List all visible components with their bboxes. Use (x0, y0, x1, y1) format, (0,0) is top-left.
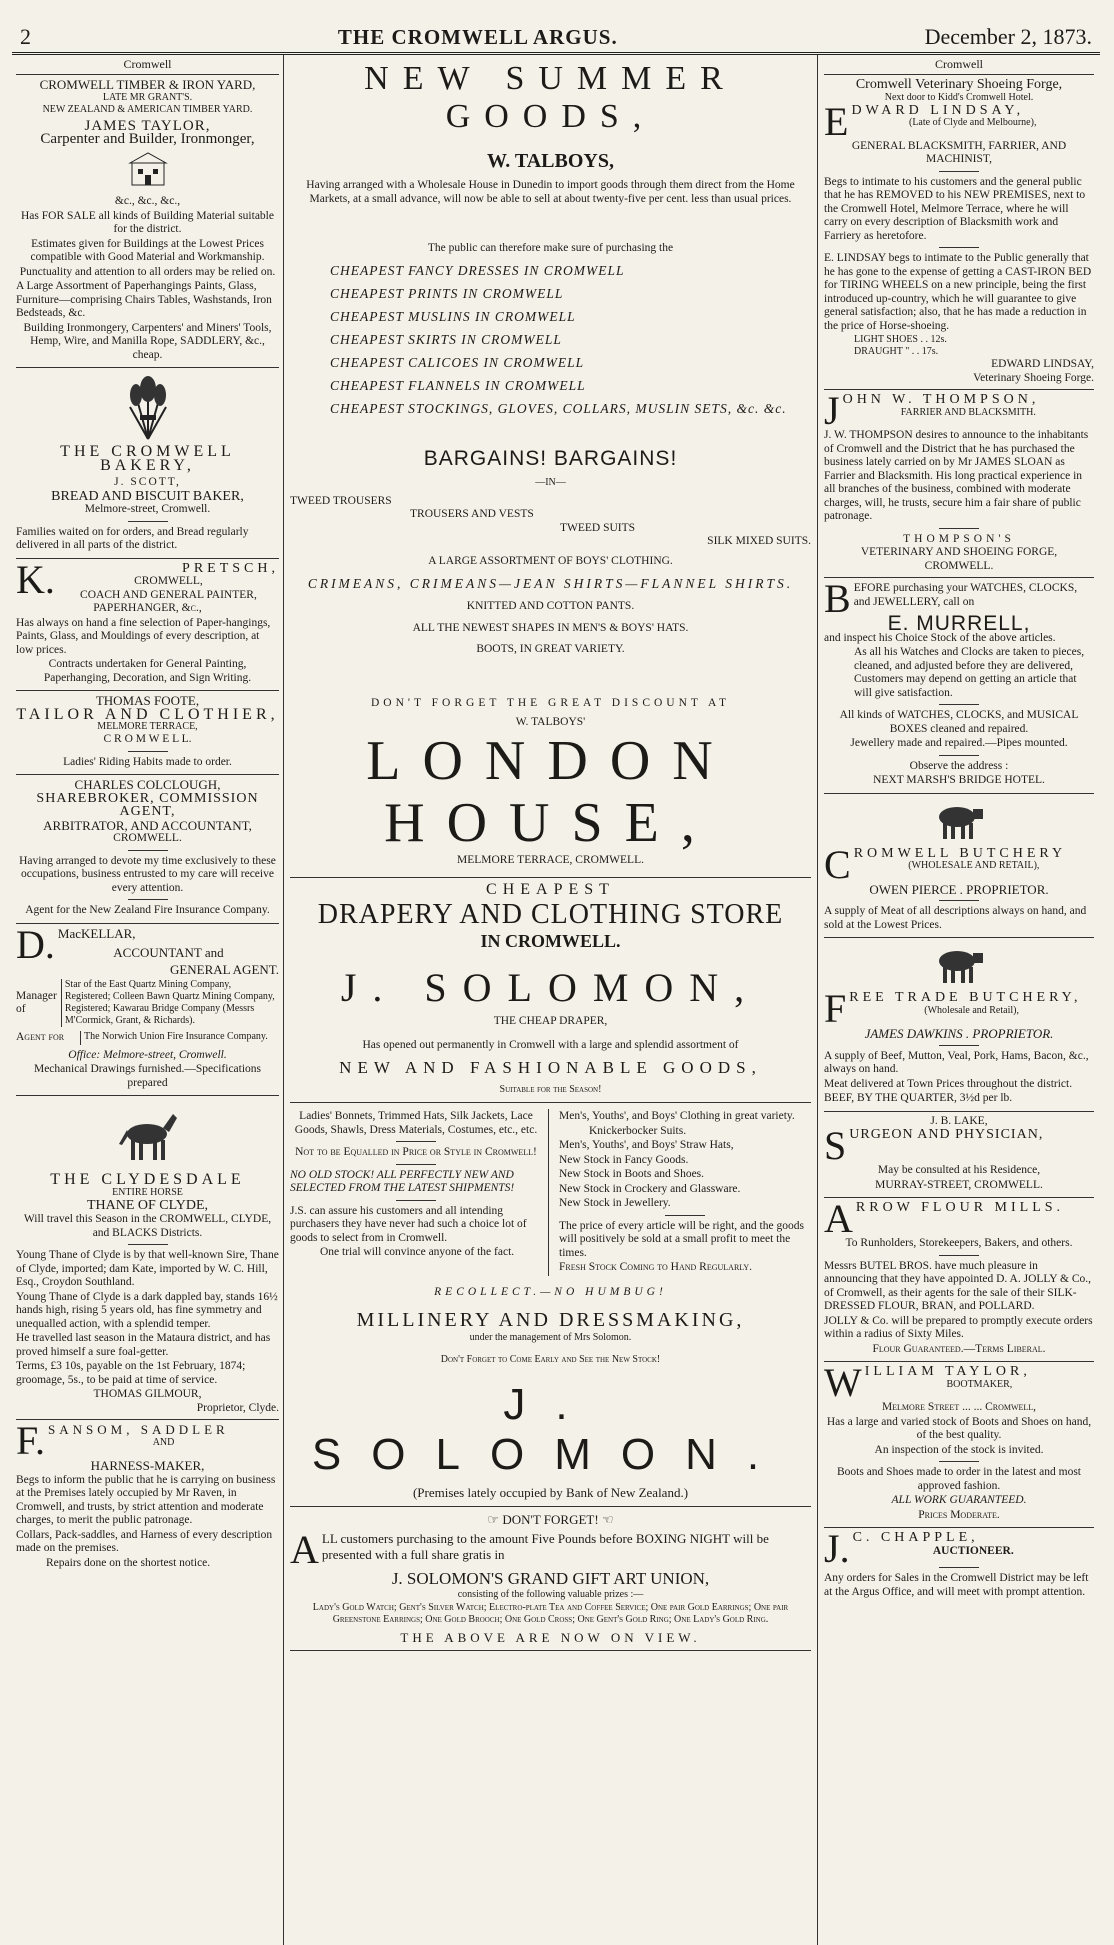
ad-town: CROMWELL. (113, 832, 182, 844)
masthead (12, 22, 1100, 55)
ad-text: Having arranged to devote my time exclusively to these occupations, business entrusted to my care will receive every attention. (19, 854, 276, 894)
ad-text: Star of the East Quartz Mining Company, Registered; Colleen Bawn Quartz Mining Company, Registered; Kawarau Bridge Company (Messrs M'Cormick, Grant, & Richards). (61, 979, 279, 1027)
ad-arrow-mills (824, 1198, 1094, 1362)
ad-text: A supply of Beef, Mutton, Veal, Pork, Hams, Bacon, &c., always on hand. (824, 1049, 1089, 1075)
ad-text: (Premises lately occupied by Bank of New Zealand.) (412, 1485, 689, 1500)
ad-text: An inspection of the stock is invited. (874, 1443, 1044, 1456)
ad-item: A LARGE ASSORTMENT OF BOYS' CLOTHING. (428, 554, 673, 567)
ad-item: ALL THE NEWEST SHAPES IN MEN'S & BOYS' HATS. (412, 621, 689, 634)
ad-text: Begs to inform the public that he is carrying on business at the Premises lately occupied by Mr Raven, in Cromwell, and trusts, by strict attention and moderate charges, to merit the public patronage. (16, 1473, 276, 1526)
dont-forget-line (290, 1513, 811, 1527)
ad-text: All kinds of WATCHES, CLOCKS, and MUSICAL BOXES cleaned and repaired. (839, 709, 1079, 735)
list-item: CHEAPEST SKIRTS IN CROMWELL (330, 331, 562, 347)
ad-town: C R O M W E L L. (103, 733, 192, 745)
ad-subtitle: To Runholders, Storekeepers, Bakers, and others. (845, 1237, 1073, 1249)
ad-solomon (290, 878, 811, 1651)
ad-text: Having arranged with a Wholesale House in Dunedin to import goods through them direct from the Home Markets, at a small advance, will now be able to sell at about twenty-five per cent. less than usual prices. (306, 179, 795, 205)
ad-trade: TAILOR AND CLOTHIER, (16, 705, 279, 723)
drop-initial: B (824, 576, 851, 621)
ad-text: Estimates given for Buildings at the Lowest Prices compatible with Good Material and Workmanship. (30, 237, 265, 263)
ad-name: OHN W. THOMPSON, (842, 392, 1040, 407)
ad-title: Cromwell Veterinary Shoeing Forge, (855, 77, 1063, 92)
ad-item: TWEED TROUSERS (290, 494, 392, 507)
ad-name: THOMAS FOOTE, (95, 693, 200, 708)
ad-headline: NEW AND FASHIONABLE GOODS, (339, 1058, 762, 1077)
ad-clydesdale (16, 1096, 279, 1420)
ad-lake (824, 1112, 1094, 1199)
ad-text: under the management of Mrs Solomon. (469, 1332, 632, 1343)
drop-initial: C (824, 841, 851, 887)
ad-text: Repairs done on the shortest notice. (46, 1556, 211, 1569)
ad-text: Lady's Gold Watch; Gent's Silver Watch; Electro-plate Tea and Coffee Service; One pair Gold Earrings; One pair Greenstone Earrings; One Gold Brooch; One Gold Cross; One Gent's Gold Ring; One Lady's Gold Ring. (312, 1602, 789, 1625)
ad-signature: Veterinary Shoeing Forge. (973, 371, 1094, 384)
ad-in: —IN— (535, 476, 566, 488)
ad-mackellar (16, 921, 279, 1097)
ad-text: NEXT MARSH'S BRIDGE HOTEL. (873, 774, 1045, 786)
ad-name: JAMES TAYLOR, (84, 117, 211, 134)
ad-text: One trial will convince anyone of the fact. (320, 1246, 515, 1258)
ad-text: Young Thane of Clyde is by that well-known Sire, Thane of Clyde, imported; dam Kate, imported by W. C. Hill, Esq., Croydon Southland. (16, 1249, 279, 1288)
ad-merchant: J. SOLOMON. (311, 1380, 790, 1479)
ad-text: Jewellery made and repaired.—Pipes mounted. (850, 737, 1068, 749)
ad-title: THE CROMWELL BAKERY, (60, 443, 235, 474)
ad-text: Terms, £3 10s, payable on the 1st February, 1874; groomage, 5s., to be paid at time of service. (16, 1360, 246, 1386)
ad-name: ILLIAM TAYLOR, (864, 1364, 1031, 1379)
ad-subtitle: THE CHEAP DRAPER, (493, 1015, 608, 1027)
drop-initial: K. (16, 556, 55, 602)
ad-text: THE ABOVE ARE NOW ON VIEW. (400, 1630, 701, 1645)
ad-talboys (290, 55, 811, 878)
drop-initial: F (824, 986, 847, 1031)
ad-thompson (824, 390, 1094, 578)
ad-title: CROMWELL TIMBER & IRON YARD, (39, 77, 256, 92)
ad-text: CROMWELL. (924, 559, 994, 572)
ad-text: New Stock in Fancy Goods. (559, 1153, 689, 1166)
ad-text: The Norwich Union Fire Insurance Company. (80, 1031, 268, 1045)
ad-text: Will travel this Season in the CROMWELL, CLYDE, and BLACKS Districts. (23, 1213, 272, 1239)
ad-text: May be consulted at his Residence, (877, 1164, 1041, 1176)
ad-text: As all his Watches and Clocks are taken to pieces, cleaned, and adjusted before they are delivered, Customers may depend on getting an article that will give satisfaction. (854, 646, 1085, 699)
ad-text: Has FOR SALE all kinds of Building Material suitable for the district. (21, 209, 274, 235)
ad-text: Contracts undertaken for General Painting, Paperhanging, Decoration, and Sign Writing. (43, 658, 252, 684)
ad-subtitle: NEW ZEALAND & AMERICAN TIMBER YARD. (42, 103, 253, 115)
ad-headline: DRAPERY AND CLOTHING STORE (317, 899, 784, 930)
ad-subtitle: LATE MR GRANT'S. (102, 91, 193, 103)
ad-subtitle: (WHOLESALE AND RETAIL), (908, 860, 1040, 871)
ad-text: Building Ironmongery, Carpenters' and Miners' Tools, Hemp, Wire, and Manilla Rope, SADDLERY, &c., cheap. (23, 321, 272, 361)
ad-text: Prices Moderate. (918, 1508, 1000, 1521)
ad-cheapest: CHEAPEST (486, 881, 615, 898)
list-item: CHEAPEST CALICOES IN CROMWELL (330, 354, 585, 370)
horse-illustration (16, 1099, 279, 1173)
ad-trade: ACCOUNTANT and (113, 945, 224, 960)
ad-text: consisting of the following valuable prizes :— (457, 1589, 644, 1600)
ad-text: and inspect his Choice Stock of the above articles. (824, 631, 1056, 644)
ad-text: Begs to intimate to his customers and the general public that he has REMOVED to his NEW PREMISES, next to the Cromwell Hotel, Melmore Terrace, where he will carry on every description of Blacksmith work and Farriery as heretofore. (824, 175, 1086, 242)
ad-text: Has always on hand a fine selection of Paper-hangings, Paints, Glass, and Mouldings of every description, at low prices. (16, 616, 271, 656)
column-right (818, 55, 1100, 1945)
ad-text: J. W. THOMPSON desires to announce to the inhabitants of Cromwell and the District that he has purchased the business lately carried on by Mr JAMES SLOAN as Farrier and Blacksmith. His long practical experience in all branches of the business, combined with moderate charges, will, he trusts, secure him a fair share of public patronage. (824, 429, 1089, 522)
ad-text: Knickerbocker Suits. (589, 1124, 687, 1137)
ad-signature: Proprietor, Clyde. (196, 1401, 279, 1414)
ad-text: Observe the address : (909, 759, 1009, 772)
ad-text: Ladies' Riding Habits made to order. (63, 755, 232, 768)
ad-text: LL customers purchasing to the amount Five Pounds before BOXING NIGHT will be presented with a full share gratis in (321, 1531, 769, 1562)
ad-trade: AUCTIONEER. (932, 1544, 1014, 1557)
ad-pretsch (16, 556, 279, 692)
ad-text: Collars, Pack-saddles, and Harness of every description made on the premises. (16, 1528, 273, 1554)
label-agent: Agent for (16, 1031, 65, 1043)
london-house-heading: LONDON HOUSE, (366, 729, 735, 854)
bargains-heading: BARGAINS! BARGAINS! (423, 446, 678, 470)
ad-text: Not to be Equalled in Price or Style in Cromwell! (295, 1146, 537, 1158)
ad-name: REE TRADE BUTCHERY, (849, 990, 1082, 1005)
label-manager: Manager of (16, 989, 57, 1015)
ad-foote (16, 691, 279, 775)
ad-subtitle: Next door to Kidd's Cromwell Hotel. (884, 91, 1034, 103)
list-item: CHEAPEST FLANNELS IN CROMWELL (330, 377, 586, 393)
newspaper-title: THE CROMWELL ARGUS. (337, 25, 618, 49)
ad-murrell (824, 578, 1094, 794)
ad-name: J. SCOTT, (114, 476, 181, 488)
drop-initial: E (824, 98, 849, 144)
ad-item: CRIMEANS, CRIMEANS—JEAN SHIRTS—FLANNEL SHIRTS. (307, 576, 794, 591)
column-header: Cromwell (16, 55, 279, 75)
drop-initial: S (824, 1123, 847, 1168)
page-number: 2 (20, 24, 31, 49)
ad-headline: J. SOLOMON'S GRAND GIFT ART UNION, (391, 1569, 710, 1588)
drop-initial: D. (16, 921, 55, 967)
ad-name: J. B. LAKE, (930, 1114, 988, 1127)
ad-merchant: W. TALBOYS, (487, 150, 614, 172)
ad-address: MELMORE TERRACE, (97, 721, 198, 732)
ad-title: THE CLYDESDALE (50, 1171, 245, 1188)
ad-text: Suitable for the Season! (499, 1084, 602, 1095)
ad-name: PRETSCH, (182, 560, 279, 576)
ad-text: NO OLD STOCK! ALL PERFECTLY NEW AND SELECTED FROM THE LATEST SHIPMENTS! (290, 1168, 515, 1194)
ad-text: New Stock in Crockery and Glassware. (559, 1182, 741, 1195)
drop-initial: J. (824, 1526, 850, 1571)
ad-text: Punctuality and attention to all orders may be relied on. (19, 265, 276, 278)
ad-name: C. CHAPPLE, (852, 1530, 979, 1545)
ad-trade: HARNESS-MAKER, (90, 1458, 205, 1473)
ad-text: Has a large and varied stock of Boots and Shoes on hand, of the best quality. (826, 1415, 1092, 1441)
ad-text: New Stock in Boots and Shoes. (559, 1168, 705, 1180)
ad-text: He travelled last season in the Mataura district, and has proved himself a sure foal-getter. (16, 1332, 271, 1358)
cow-illustration (824, 941, 1094, 991)
ad-and: AND (152, 1436, 175, 1448)
ad-name: SANSOM, SADDLER (48, 1422, 229, 1437)
ad-text: VETERINARY AND SHOEING FORGE, (860, 546, 1058, 558)
ad-cromwell-butchery (824, 794, 1094, 939)
ad-text: Men's, Youths', and Boys' Straw Hats, (559, 1139, 734, 1151)
ad-office: Office: Melmore-street, Cromwell. (68, 1048, 227, 1061)
ad-owner: JAMES DAWKINS . PROPRIETOR. (864, 1026, 1054, 1041)
ad-text: Men's, Youths', and Boys' Clothing in great variety. (559, 1110, 795, 1122)
ad-text: (Late of Clyde and Melbourne), (908, 117, 1037, 128)
ad-town: CROMWELL, (134, 575, 203, 587)
ad-text: The price of every article will be right, and the goods will positively be sold at a small profit to meet the times. (559, 1219, 804, 1259)
ad-item: TWEED SUITS (560, 521, 636, 534)
ad-owner: OWEN PIERCE . PROPRIETOR. (869, 881, 1049, 897)
ad-name: MacKELLAR, (57, 925, 136, 941)
drop-initial: J (824, 388, 840, 433)
ad-address: Melmore-street, Cromwell. (84, 503, 211, 515)
pointing-hand-icon: ☞ (487, 1511, 503, 1527)
ad-sansom (16, 1420, 279, 1570)
ad-timber-yard (16, 75, 279, 368)
column-left (12, 55, 284, 1945)
ad-text: New Stock in Jewellery. (559, 1197, 671, 1209)
drop-initial: A (290, 1527, 319, 1572)
ad-recollect: RECOLLECT.—NO HUMBUG! (434, 1285, 667, 1298)
ad-subheadline: IN CROMWELL. (480, 931, 621, 951)
ad-item: SILK MIXED SUITS. (707, 535, 811, 547)
ad-name: E. MURRELL, (887, 612, 1031, 635)
column-header: Cromwell (824, 55, 1094, 75)
building-illustration (16, 151, 279, 192)
ad-text: Young Thane of Clyde is a dark dappled bay, stands 16½ hands high, rising 5 years old, has fine symmetry and unequalled action, with a splendid temper. (16, 1290, 278, 1330)
ad-signature: EDWARD LINDSAY, (991, 358, 1094, 370)
list-item: CHEAPEST PRINTS IN CROMWELL (330, 285, 564, 301)
ad-trade: SHAREBROKER, COMMISSION AGENT, (36, 790, 259, 819)
list-item: CHEAPEST FANCY DRESSES IN CROMWELL (330, 262, 625, 278)
ad-text: Families waited on for orders, and Bread regularly delivered in all parts of the district. (16, 525, 249, 551)
ad-trade: COACH AND GENERAL PAINTER, PAPERHANGER, &c., (80, 588, 257, 614)
ad-text: BEEF, BY THE QUARTER, 3½d per lb. (824, 1092, 1013, 1104)
ad-trade: Carpenter and Builder, Ironmonger, (40, 131, 255, 147)
ad-text: Flour Guaranteed.—Terms Liberal. (872, 1342, 1046, 1355)
ad-subtitle: (Wholesale and Retail), (924, 1004, 1019, 1016)
ad-text: Boots and Shoes made to order in the latest and most approved fashion. (836, 1466, 1081, 1492)
ad-text: Meat delivered at Town Prices throughout the district. (824, 1077, 1073, 1090)
ad-name: THANE OF CLYDE, (86, 1197, 209, 1213)
ad-text: Any orders for Sales in the Cromwell District may be left at the Argus Office, and will meet with prompt attention. (824, 1572, 1089, 1598)
ad-trade: GENERAL AGENT. (169, 961, 279, 977)
ad-text: A supply of Meat of all descriptions always on hand, and sold at the Lowest Prices. (824, 905, 1087, 931)
drop-initial: A (824, 1196, 853, 1241)
ad-headline: NEW SUMMER GOODS, (364, 60, 737, 135)
ad-etc: &c., &c., &c., (114, 195, 181, 207)
ad-discount: DON'T FORGET THE GREAT DISCOUNT AT (370, 696, 731, 709)
ad-text: Has opened out permanently in Cromwell with a large and splendid assortment of (362, 1038, 739, 1051)
ad-text: Messrs BUTEL BROS. have much pleasure in announcing that they have appointed D. A. JOLLY & Co., of Cromwell, as their agents for the sale of their SILK-DRESSED FLOUR, BRAN, and POLLARD. (824, 1259, 1092, 1312)
ad-text: Agent for the New Zealand Fire Insurance Company. (25, 904, 270, 916)
ad-lindsay (824, 75, 1094, 390)
ad-trade: BREAD AND BISCUIT BAKER, (51, 488, 244, 504)
price-light-shoes: LIGHT SHOES . . 12s. (854, 334, 947, 345)
ad-text: Mechanical Drawings furnished.—Specifications prepared (33, 1063, 262, 1089)
ad-text: J.S. can assure his customers and all intending purchasers they have never had such a choice lot of goods to select from in Cromwell. (290, 1204, 527, 1244)
ad-name: RROW FLOUR MILLS. (855, 1200, 1065, 1215)
issue-date: December 2, 1873. (924, 24, 1092, 49)
drop-initial: W (824, 1360, 862, 1405)
ad-bakery (16, 368, 279, 559)
ad-item: TROUSERS AND VESTS (410, 508, 534, 520)
ad-merchant: W. TALBOYS' (515, 716, 586, 728)
ad-signature: THOMAS GILMOUR, (93, 1388, 202, 1400)
pointing-hand-icon: ☜ (598, 1511, 614, 1527)
ad-text: The public can therefore make sure of purchasing the (427, 242, 674, 254)
ad-trade: BOOTMAKER, (946, 1378, 1013, 1390)
ad-text: ALL WORK GUARANTEED. (891, 1494, 1027, 1506)
ad-text: THOMPSON'S (903, 532, 1015, 545)
ad-item: BOOTS, IN GREAT VARIETY. (476, 643, 625, 655)
ad-trade: ARBITRATOR, AND ACCOUNTANT, (43, 817, 252, 833)
ad-text: Fresh Stock Coming to Hand Regularly. (559, 1261, 753, 1273)
ad-item: KNITTED AND COTTON PANTS. (466, 600, 635, 612)
ad-name: ROMWELL BUTCHERY (853, 845, 1067, 861)
ad-headline: MILLINERY AND DRESSMAKING, (356, 1309, 745, 1331)
cheapest-list (290, 263, 811, 417)
ad-free-trade-butchery (824, 938, 1094, 1112)
column-center (284, 55, 818, 1945)
drop-initial: F. (16, 1418, 46, 1463)
list-item: CHEAPEST STOCKINGS, GLOVES, COLLARS, MUSLIN SETS, &c. &c. (330, 400, 787, 416)
ad-address: Melmore Street ... ... Cromwell, (881, 1401, 1037, 1413)
ad-name: DWARD LINDSAY, (851, 102, 1025, 118)
ad-trade: FARRIER AND BLACKSMITH. (900, 406, 1036, 418)
bull-illustration (824, 797, 1094, 847)
ad-text: DON'T FORGET! (502, 1511, 599, 1527)
ad-text: EFORE purchasing your WATCHES, CLOCKS, and JEWELLERY, call on (853, 582, 1078, 608)
ad-text: MURRAY-STREET, CROMWELL. (875, 1178, 1043, 1191)
ad-name: CHARLES COLCLOUGH, (74, 777, 221, 792)
ad-trade: GENERAL BLACKSMITH, FARRIER, AND MACHINIST, (851, 139, 1067, 165)
ad-merchant: J. SOLOMON, (340, 965, 761, 1010)
ad-address: MELMORE TERRACE, CROMWELL. (457, 853, 644, 866)
ad-text: Ladies' Bonnets, Trimmed Hats, Silk Jackets, Lace Goods, Shawls, Dress Materials, Costumes, etc., etc. (294, 1110, 538, 1136)
list-item: CHEAPEST MUSLINS IN CROMWELL (330, 308, 576, 324)
ad-text: A Large Assortment of Paperhangings Paints, Glass, Furniture—comprising Chairs Tables, Washstands, Iron Bedsteads, &c. (16, 280, 272, 319)
ad-trade: URGEON AND PHYSICIAN, (849, 1127, 1044, 1142)
ad-taylor (824, 1362, 1094, 1528)
ad-chapple (824, 1528, 1094, 1599)
ad-text: JOLLY & Co. will be prepared to promptly execute orders within a radius of Sixty Miles. (824, 1314, 1093, 1340)
wheat-sheaf-illustration (16, 371, 279, 445)
ad-subtitle: ENTIRE HORSE (112, 1186, 183, 1198)
price-draught: DRAUGHT " . . 17s. (854, 346, 939, 357)
ad-colclough (16, 775, 279, 924)
ad-text: E. LINDSAY begs to intimate to the Public generally that he has gone to the expense of getting a CAST-IRON BED for TIRING WHEELS on a new principle, being the first introduced up-country, which he will guarantee to give general satisfaction; also, that he has made a reduction in the price of Horse-shoeing. (824, 252, 1092, 332)
ad-text: Don't Forget to Come Early and See the New Stock! (440, 1354, 661, 1365)
